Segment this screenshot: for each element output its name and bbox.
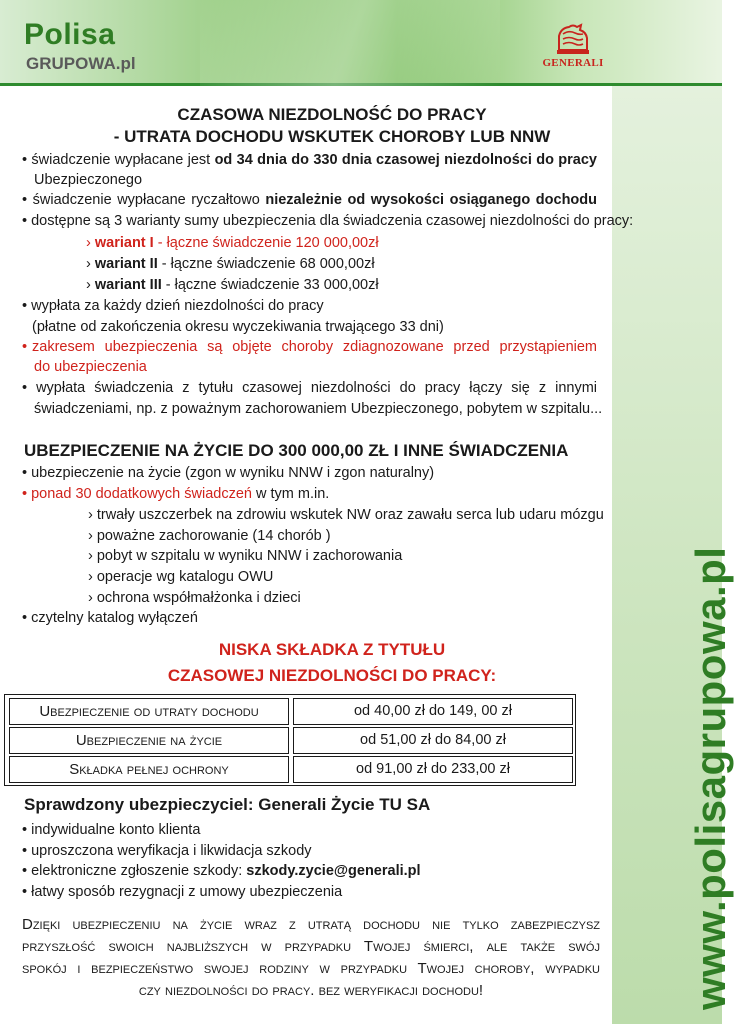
premium-table [4, 694, 576, 786]
section4-bullet3: • elektroniczne zgłoszenie szkody: szkody.zycie@generali.pl [22, 863, 421, 879]
polisa-logo-subtitle: GRUPOWA.pl [26, 54, 136, 73]
variant-item-2: › wariant II - łączne świadczenie 68 000,00zł [86, 256, 375, 272]
closing-line2: przyszłość swoich najbliższych w przypadku Twojej śmierci, ale także swój [22, 938, 600, 955]
benefit-item: › pobyt w szpitalu w wyniku NNW i zachorowania [88, 548, 403, 564]
section2-bullet2: • ponad 30 dodatkowych świadczeń w tym m.in. [22, 486, 330, 502]
table-row [9, 756, 573, 783]
section2-title: UBEZPIECZENIE NA ŻYCIE DO 300 000,00 ZŁ I INNE ŚWIADCZENIA [24, 441, 569, 460]
section1-bullet6-cont: świadczeniami, np. z poważnym zachorowaniem Ubezpieczonego, pobytem w szpitalu... [34, 401, 603, 417]
section1-bullet5-marker: • [22, 339, 28, 355]
generali-logo-text: GENERALI [542, 57, 604, 69]
header-decoration [200, 0, 500, 86]
generali-logo [538, 22, 608, 77]
table-cell-label: Składka pełnej ochrony [9, 756, 289, 783]
section1-bullet2: • świadczenie wypłacane ryczałtowo niezależnie od wysokości osiąganego dochodu [22, 192, 597, 208]
closing-line3: spokój i bezpieczeństwo swojej rodziny w przypadku Twojej choroby, wypadku [22, 960, 600, 977]
section1-bullet4: • wypłata za każdy dzień niezdolności do pracy [22, 298, 324, 314]
section2-bullet1: • ubezpieczenie na życie (zgon w wyniku NNW i zgon naturalny) [22, 465, 435, 481]
section1-bullet4-cont: (płatne od zakończenia okresu wyczekiwania trwającego 33 dni) [32, 319, 444, 335]
section1-bullet1: • świadczenie wypłacane jest od 34 dnia do 330 dnia czasowej niezdolności do pracy [22, 152, 597, 168]
section1-title-line1: CZASOWA NIEZDOLNOŚĆ DO PRACY [177, 105, 487, 124]
closing-line1: Dzięki ubezpieczeniu na życie wraz z utratą dochodu nie tylko zabezpieczysz [22, 916, 600, 933]
website-url[interactable]: www.polisagrupowa.pl [687, 546, 734, 1010]
section1-bullet5-cont: do ubezpieczenia [34, 359, 147, 375]
table-cell-label: Ubezpieczenie na życie [9, 727, 289, 754]
section4-bullet1: • indywidualne konto klienta [22, 822, 201, 838]
lion-emblem-icon [555, 22, 591, 56]
benefit-item: › operacje wg katalogu OWU [88, 569, 274, 585]
polisa-logo-title: Polisa [24, 18, 116, 51]
table-row [9, 698, 573, 725]
benefit-item: › ochrona współmałżonka i dzieci [88, 590, 301, 606]
section1-bullet6: • wypłata świadczenia z tytułu czasowej niezdolności do pracy łączy się z innymi [22, 380, 597, 396]
section4-title: Sprawdzony ubezpieczyciel: Generali Życie TU SA [24, 795, 431, 814]
header-banner [0, 0, 722, 86]
section4-bullet2: • uproszczona weryfikacja i likwidacja szkody [22, 843, 312, 859]
section1-bullet5: zakresem ubezpieczenia są objęte choroby zdiagnozowane przed przystąpieniem [32, 339, 597, 355]
section3-title-line1: NISKA SKŁADKA Z TYTUŁU [218, 640, 446, 659]
variant-item-3: › wariant III - łączne świadczenie 33 000,00zł [86, 277, 379, 293]
table-cell-value: od 91,00 zł do 233,00 zł [293, 756, 573, 783]
table-cell-label: Ubezpieczenie od utraty dochodu [9, 698, 289, 725]
section4-bullet4: • łatwy sposób rezygnacji z umowy ubezpieczenia [22, 884, 343, 900]
table-row [9, 727, 573, 754]
variant-item-1: › wariant I - łączne świadczenie 120 000,00zł [86, 235, 379, 251]
section1-bullet3: • dostępne są 3 warianty sumy ubezpieczenia dla świadczenia czasowej niezdolności do pracy: [22, 213, 634, 229]
section3-title-line2: CZASOWEJ NIEZDOLNOŚCI DO PRACY: [167, 666, 497, 685]
section2-bullet3: • czytelny katalog wyłączeń [22, 610, 198, 626]
section1-title-line2: - UTRATA DOCHODU WSKUTEK CHOROBY LUB NNW [113, 127, 551, 146]
table-cell-value: od 40,00 zł do 149, 00 zł [293, 698, 573, 725]
benefit-item: › trwały uszczerbek na zdrowiu wskutek NW oraz zawału serca lub udaru mózgu [88, 507, 604, 523]
section1-bullet1-cont: Ubezpieczonego [34, 172, 143, 188]
closing-line4: czy niezdolności do pracy. bez weryfikacji dochodu! [138, 982, 484, 999]
benefit-item: › poważne zachorowanie (14 chorób ) [88, 528, 331, 544]
table-cell-value: od 51,00 zł do 84,00 zł [293, 727, 573, 754]
claims-email-link[interactable]: szkody.zycie@generali.pl [246, 863, 421, 879]
